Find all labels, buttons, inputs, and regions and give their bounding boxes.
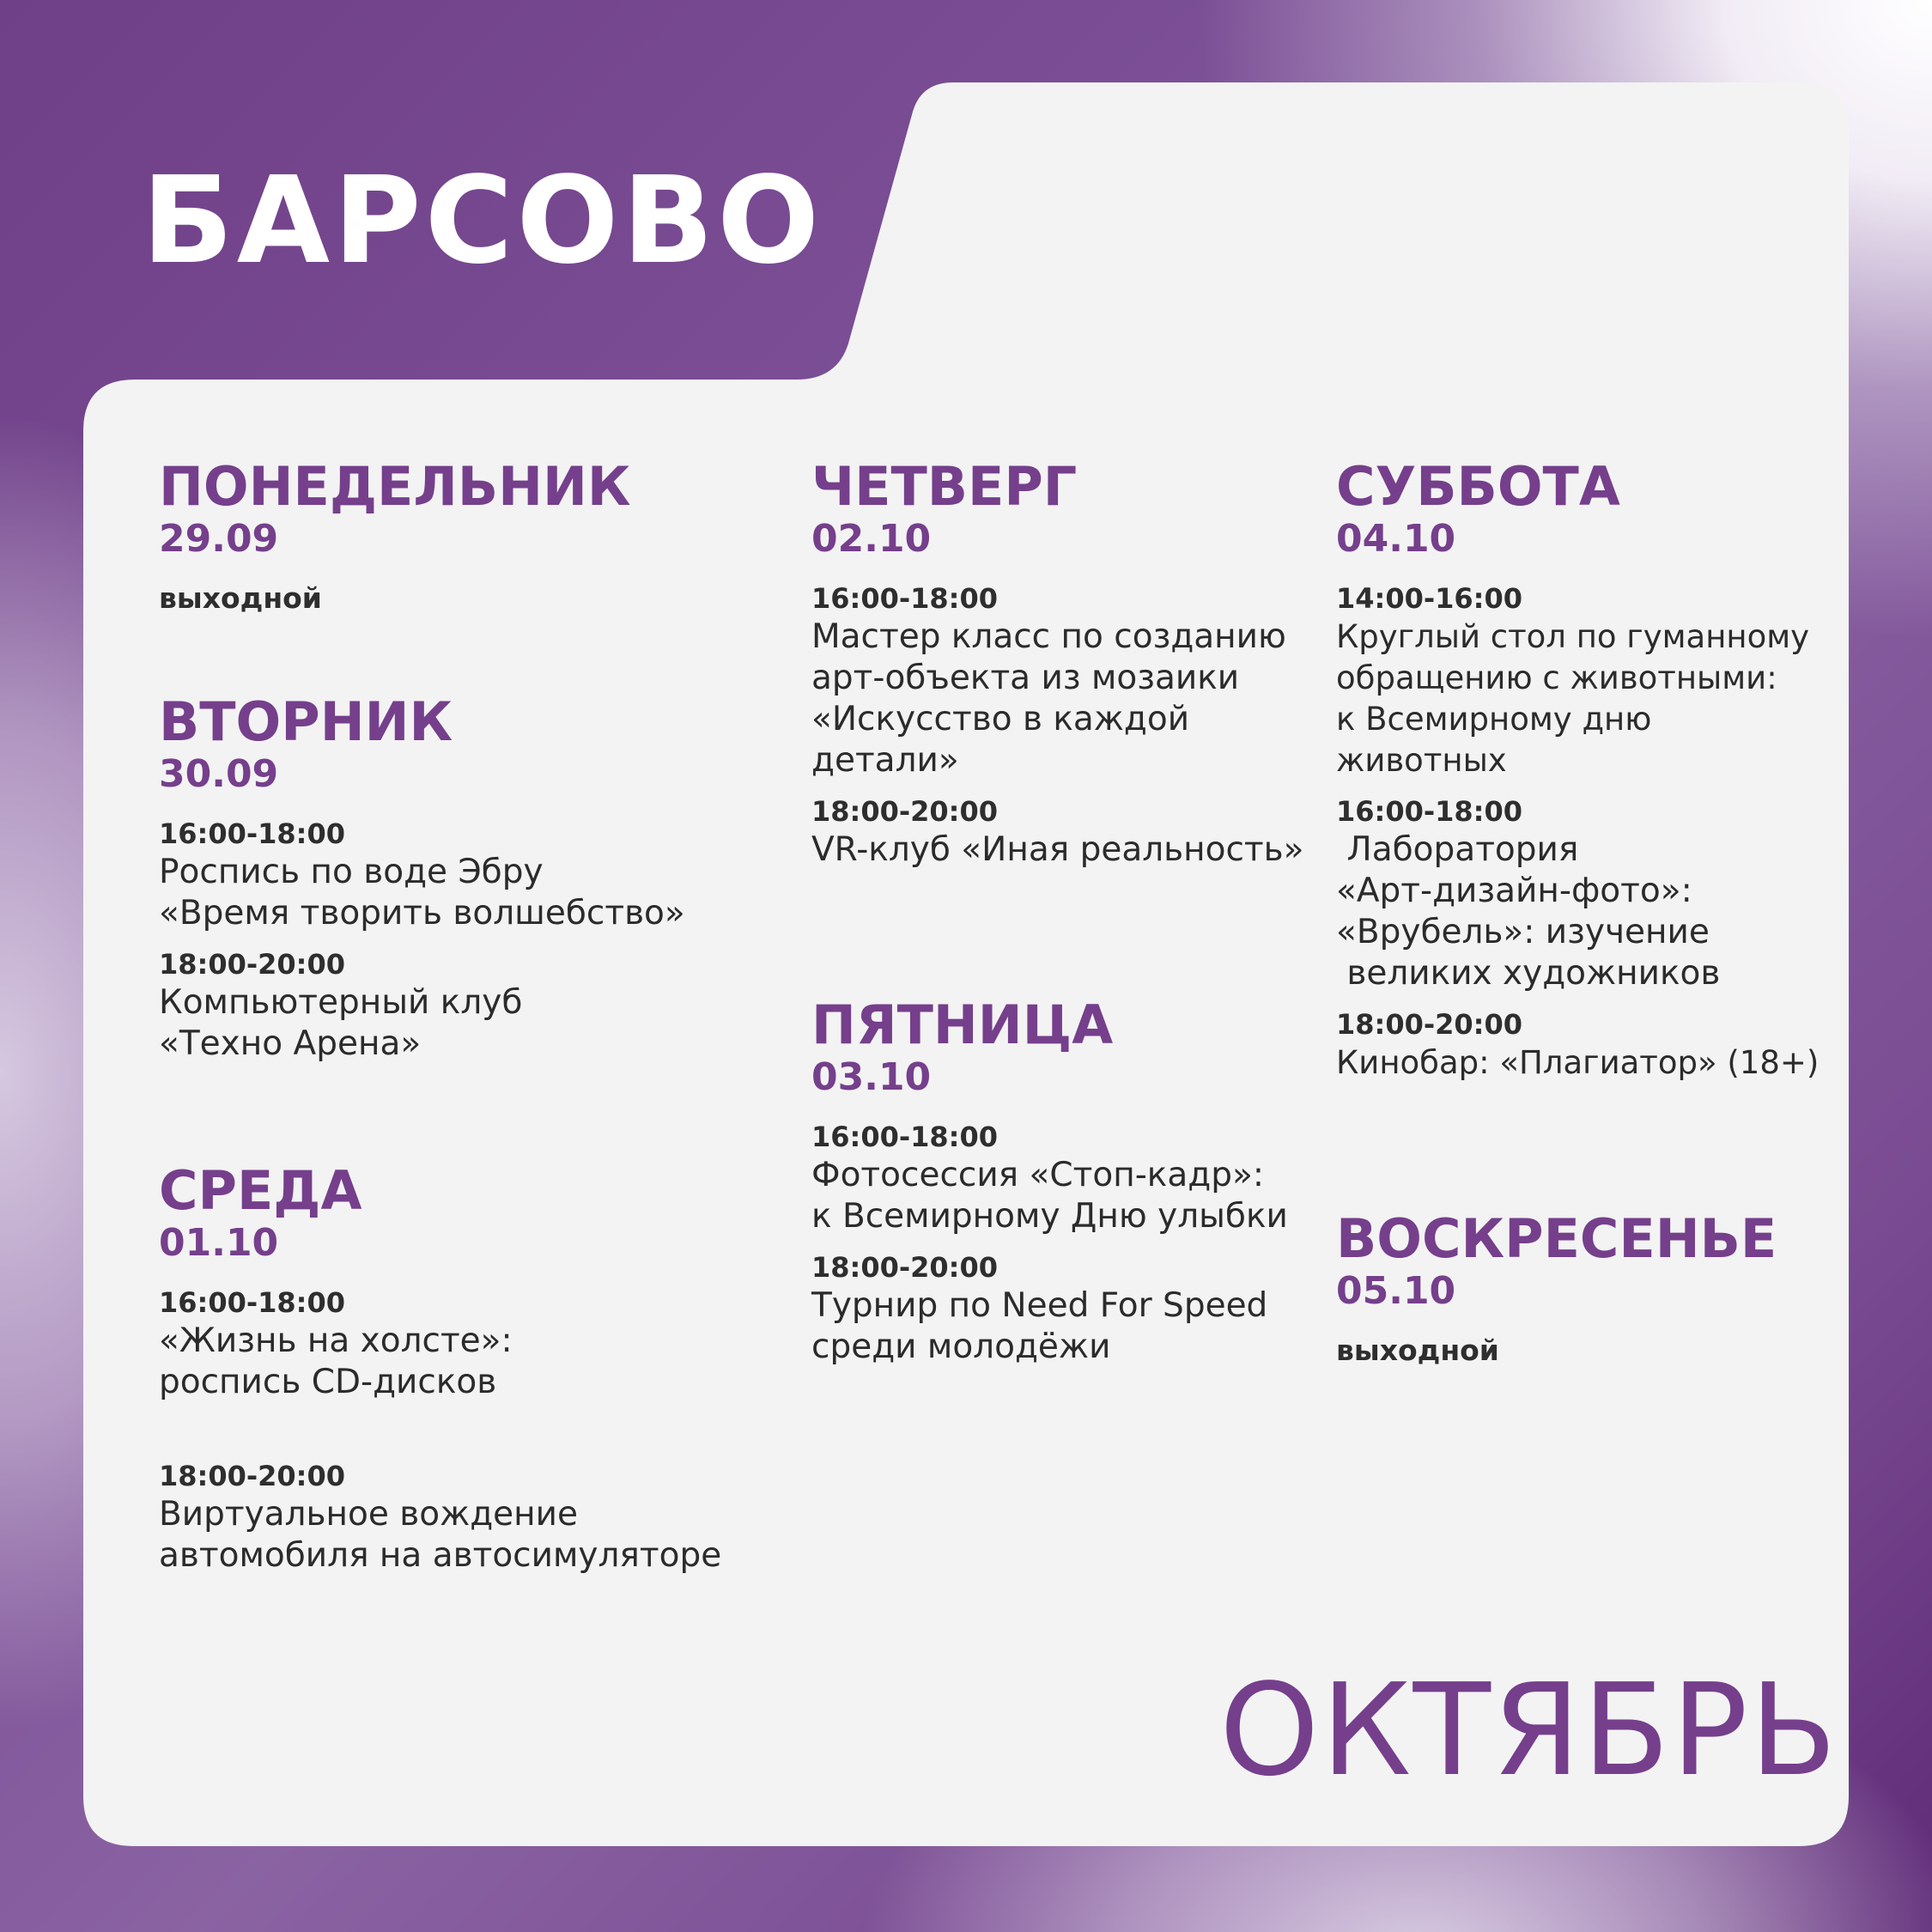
day-date: 04.10: [1336, 517, 1456, 561]
event-time: 18:00-20:00: [811, 795, 998, 828]
day-name: ВТОРНИК: [159, 690, 453, 753]
day-tuesday: [159, 692, 777, 1077]
day-name: ПОНЕДЕЛЬНИК: [159, 455, 631, 518]
day-name: ВОСКРЕСЕНЬЕ: [1336, 1207, 1777, 1270]
event-title: Турнир по Need For Speed среди молодёжи: [811, 1286, 1268, 1366]
day-thursday: [811, 457, 1327, 883]
day-date: 01.10: [159, 1221, 279, 1265]
day-off-note: выходной: [159, 581, 322, 615]
day-friday: [811, 995, 1327, 1380]
day-name: ЧЕТВЕРГ: [811, 455, 1078, 518]
page-title: БАРСОВО: [142, 151, 823, 291]
event-title: Круглый стол по гуманному обращению с животными: к Всемирному дню животных: [1336, 618, 1810, 779]
event-time: 16:00-18:00: [1336, 795, 1522, 828]
event-time: 18:00-20:00: [159, 1460, 345, 1492]
day-wednesday: [159, 1161, 777, 1589]
day-name: ПЯТНИЦА: [811, 993, 1114, 1056]
day-off-note: выходной: [1336, 1334, 1499, 1367]
month-label: ОКТЯБРЬ: [1219, 1656, 1839, 1804]
event-title: Компьютерный клуб «Техно Арена»: [159, 983, 523, 1063]
event-time: 18:00-20:00: [1336, 1008, 1522, 1041]
event-title: Кинобар: «Плагиатор» (18+): [1336, 1044, 1820, 1081]
day-date: 02.10: [811, 517, 932, 561]
event-title: Роспись по воде Эбру «Время творить волшебство»: [159, 853, 685, 933]
event-title: VR-клуб «Иная реальность»: [811, 830, 1304, 869]
event-time: 16:00-18:00: [159, 1286, 345, 1319]
day-date: 30.09: [159, 752, 279, 796]
event-title: Виртуальное вождение автомобиля на автосимуляторе: [159, 1495, 722, 1575]
event-time: 18:00-20:00: [159, 948, 345, 981]
event-time: 16:00-18:00: [811, 582, 998, 615]
event-time: 14:00-16:00: [1336, 582, 1522, 615]
event-time: 16:00-18:00: [811, 1121, 998, 1153]
day-date: 29.09: [159, 517, 279, 561]
event-title: «Жизнь на холсте»: роспись CD-дисков: [159, 1321, 513, 1401]
event-title: Лаборатория «Арт-дизайн-фото»: «Врубель»: изучение великих художников: [1336, 830, 1721, 993]
day-monday: [159, 457, 760, 617]
event-title: Фотосессия «Стоп-кадр»: к Всемирному Дню улыбки: [811, 1156, 1288, 1236]
day-saturday: [1336, 457, 1843, 1096]
event-title: Мастер класс по созданию арт-объекта из мозаики «Искусство в каждой детали»: [811, 617, 1286, 780]
day-date: 05.10: [1336, 1269, 1456, 1313]
day-date: 03.10: [811, 1055, 932, 1099]
day-sunday: [1336, 1209, 1843, 1369]
day-name: СУББОТА: [1336, 455, 1620, 518]
event-time: 16:00-18:00: [159, 817, 345, 850]
day-name: СРЕДА: [159, 1159, 362, 1222]
event-time: 18:00-20:00: [811, 1251, 998, 1284]
